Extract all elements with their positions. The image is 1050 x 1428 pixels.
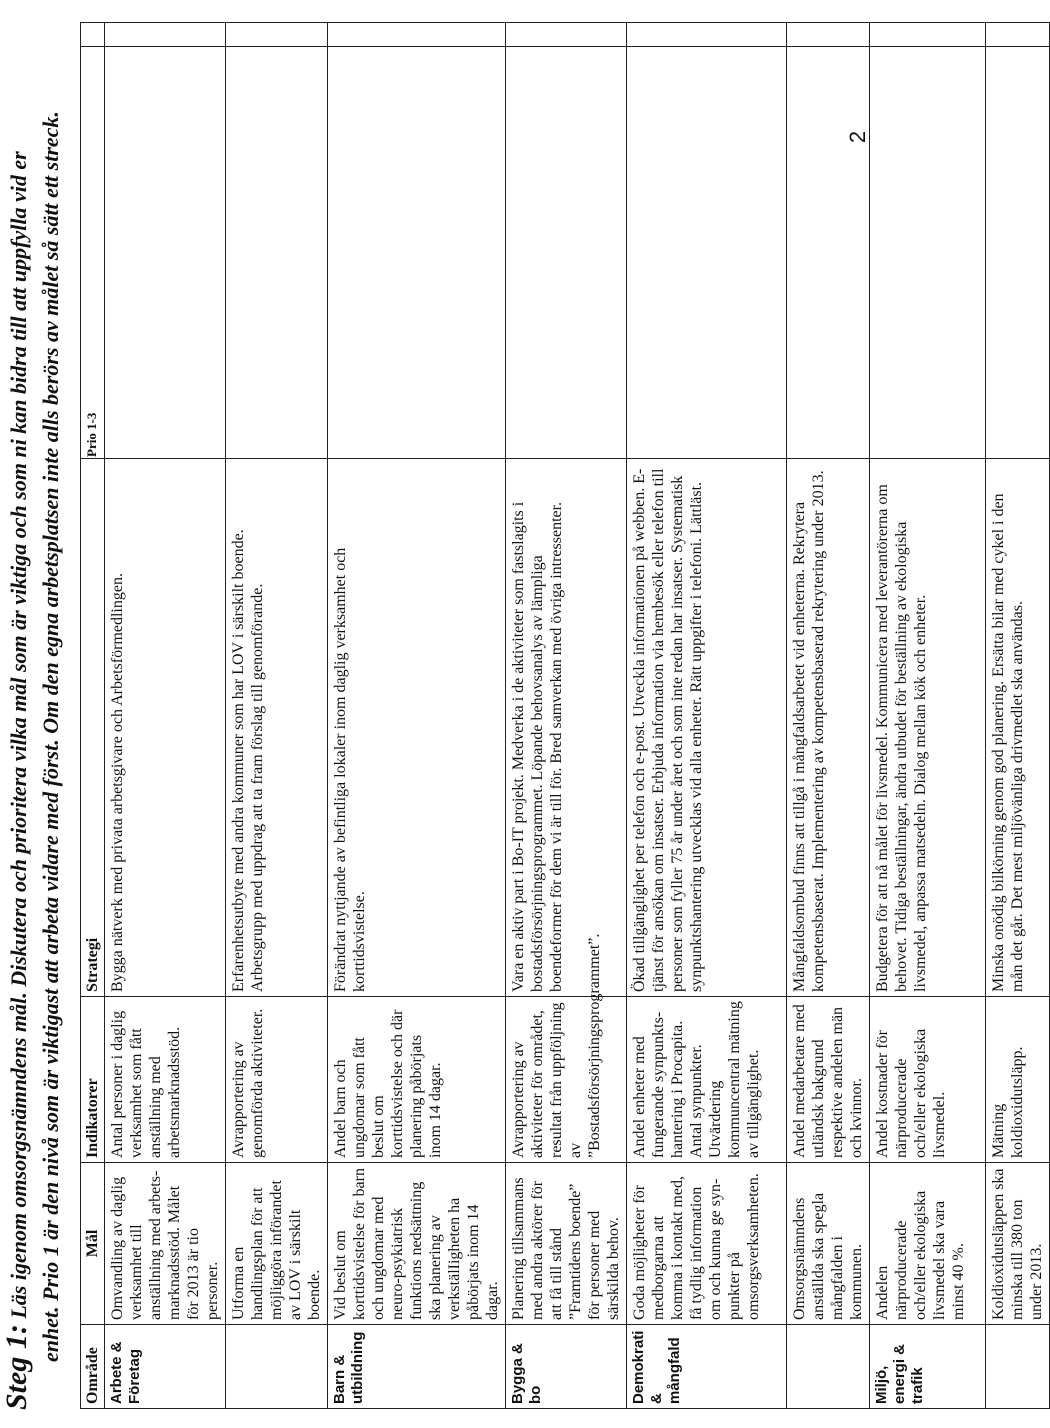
indicators-cell: Andel barn och ungdomar som fått beslut om korttidsvistelse och där planering påbörjats inom 14 dagar. bbox=[328, 997, 506, 1163]
extra-cell bbox=[787, 23, 870, 47]
indicators-cell: Avrapportering av genomförda aktiviteter. bbox=[226, 997, 328, 1163]
table-row bbox=[787, 23, 870, 1409]
prio-cell[interactable] bbox=[986, 47, 1050, 459]
indicators-cell: Andel medarbetare med utländsk bakgrund respektive andelen män och kvinnor. bbox=[787, 997, 870, 1163]
goal-cell: Omvandling av daglig verksamhet till anställning med arbets-marknadsstöd. Målet för 2013 är tio personer. bbox=[105, 1163, 226, 1325]
area-cell: Barn & utbildning bbox=[328, 1325, 506, 1409]
strategy-cell: Mångfaldsombud finns att tillgå i mångfaldsarbetet vid enheterna. Rekrytera kompetensbaserat. Implementering av kompetensbaserad rekrytering under 2013. bbox=[787, 459, 870, 997]
prio-cell[interactable] bbox=[870, 47, 986, 459]
prio-cell[interactable] bbox=[627, 47, 787, 459]
strategy-cell: Ökad tillgänglighet per telefon och e-post. Utveckla informationen på webben. E-tjänst för ansökan om insatser. Erbjuda information via hembesök eller telefon till personer som fyller 75 år under året och som inte redan har insatser. Systematisk synpunktshantering utvecklas vid alla enheter. Rätt uppgifter i telefoni. Lättläst. bbox=[627, 459, 787, 997]
area-cell bbox=[986, 1325, 1050, 1409]
indicators-cell: Andel kostnader för närproducerade och/eller ekologiska livsmedel. bbox=[870, 997, 986, 1163]
area-cell: Miljö, energi & trafik bbox=[870, 1325, 986, 1409]
extra-cell bbox=[627, 23, 787, 47]
heading-line-1-text: Läs igenom omsorgsnämndens mål. Diskutera och prioritera vilka mål som är viktiga och som ni kan bidra till att uppfylla vid er bbox=[6, 151, 31, 1325]
table-row bbox=[986, 23, 1050, 1409]
indicators-cell: Andel enheter med fungerande synpunkts-hantering i Procapita. Antal synpunkter. Utvärdering kommuncentral mätning av tillgänglighet. bbox=[627, 997, 787, 1163]
goal-cell: Utforma en handlingsplan för att möjliggöra införandet av LOV i särskilt boende. bbox=[226, 1163, 328, 1325]
rotated-content bbox=[0, 22, 1045, 1412]
instructions-heading bbox=[0, 22, 78, 1412]
indicators-cell: Avrapportering av aktiviteter för området, resultat från uppföljning av ”Bostadsförsörjningsprogrammet”. bbox=[506, 997, 627, 1163]
header-goal: Mål bbox=[81, 1163, 105, 1325]
strategy-cell: Bygga nätverk med privata arbetsgivare och Arbetsförmedlingen. bbox=[105, 459, 226, 997]
prio-cell[interactable] bbox=[105, 47, 226, 459]
header-extra bbox=[81, 23, 105, 47]
area-cell: Bygga & bo bbox=[506, 1325, 627, 1409]
area-cell bbox=[226, 1325, 328, 1409]
goal-cell: Omsorgsnämndens anställda ska spegla mångfalden i kommunen. bbox=[787, 1163, 870, 1325]
header-strategy: Strategi bbox=[81, 459, 105, 997]
table-row bbox=[506, 23, 627, 1409]
table-row bbox=[870, 23, 986, 1409]
prio-cell[interactable] bbox=[328, 47, 506, 459]
prio-cell[interactable] bbox=[226, 47, 328, 459]
strategy-cell: Förändrat nyttjande av befintliga lokaler inom daglig verksamhet och korttidsvistelse. bbox=[328, 459, 506, 997]
extra-cell bbox=[105, 23, 226, 47]
indicators-cell: Mätning koldioxidutsläpp. bbox=[986, 997, 1050, 1163]
header-prio: Prio 1-3 bbox=[81, 47, 105, 459]
goal-cell: Vid beslut om korttidsvistelse för barn och ungdomar med neuro-psykiatrisk funktions nedsättning ska planering av verkstälIigheten ha påbörjats inom 14 dagar. bbox=[328, 1163, 506, 1325]
strategy-cell: Erfarenhetsutbyte med andra kommuner som har LOV i särskilt boende. Arbetsgrupp med uppdrag att ta fram förslag till genomförande. bbox=[226, 459, 328, 997]
extra-cell bbox=[328, 23, 506, 47]
prio-cell[interactable] bbox=[506, 47, 627, 459]
table-row bbox=[627, 23, 787, 1409]
extra-cell bbox=[870, 23, 986, 47]
goals-table bbox=[80, 22, 1050, 1409]
table-row bbox=[328, 23, 506, 1409]
header-area: Område bbox=[81, 1325, 105, 1409]
goal-cell: Goda möjligheter för medborgarna att komma i kontakt med, få tydlig information om och kunna ge syn-punkter på omsorgsverksamheten. bbox=[627, 1163, 787, 1325]
heading-line-2: enhet. Prio 1 är den nivå som är viktigast att arbeta vidare med först. Om den egna arbetsplatsen inte alls berörs av målet så sätt ett streck. bbox=[38, 111, 63, 1362]
page-number-wrap bbox=[845, 124, 871, 150]
strategy-cell: Minska onödig bilkörning genom god planering. Ersätta bilar med cykel i den mån det går. Det mest miljövänliga drivmedlet ska användas. bbox=[986, 459, 1050, 997]
extra-cell bbox=[226, 23, 328, 47]
header-indicators: Indikatorer bbox=[81, 997, 105, 1163]
table-row bbox=[226, 23, 328, 1409]
page-number: 2 bbox=[845, 130, 871, 144]
extra-cell bbox=[506, 23, 627, 47]
heading-line-1 bbox=[0, 151, 34, 1410]
goal-cell: Andelen närproducerade och/eller ekologiska livsmedel ska vara minst 40 %. bbox=[870, 1163, 986, 1325]
table-row bbox=[105, 23, 226, 1409]
area-cell bbox=[787, 1325, 870, 1409]
strategy-cell: Budgetera för att nå målet för livsmedel. Kommunicera med leverantörerna om behovet. Tidiga beställningar, ändra utbudet för beställning av ekologiska livsmedel, anpassa matsedeln. Dialog mellan kök och enheter. bbox=[870, 459, 986, 997]
goal-cell: Koldioxidutsläppen ska minska till 380 ton under 2013. bbox=[986, 1163, 1050, 1325]
indicators-cell: Antal personer i daglig verksamhet som fått anställning med arbetsmarknadsstöd. bbox=[105, 997, 226, 1163]
area-cell: Arbete & Företag bbox=[105, 1325, 226, 1409]
goal-cell: Planering tillsammans med andra aktörer för att få till stånd ”Framtidens boende” för personer med särskilda behov. bbox=[506, 1163, 627, 1325]
prio-cell[interactable] bbox=[787, 47, 870, 459]
extra-cell bbox=[986, 23, 1050, 47]
table-header-row bbox=[81, 23, 105, 1409]
area-cell: Demokrati & mångfald bbox=[627, 1325, 787, 1409]
strategy-cell: Vara en aktiv part i Bo-IT projekt. Medverka i de aktiviteter som fastslagits i bostadsförsörjningsprogrammet. Löpande behovsanalys av lämpliga boendeformer för dem vi är till för. Bred samverkan med övriga intressenter. bbox=[506, 459, 627, 997]
table-body bbox=[105, 23, 1050, 1409]
step-label: Steg 1: bbox=[0, 1324, 33, 1410]
